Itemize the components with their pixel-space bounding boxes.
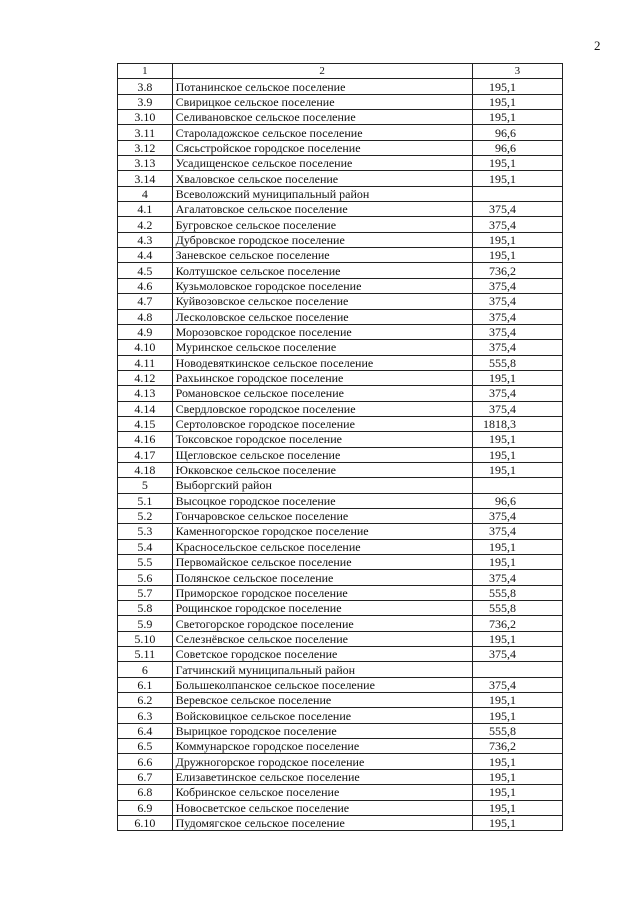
allocation-value: 375,4 xyxy=(472,570,562,585)
settlement-name: Куйвозовское сельское поселение xyxy=(172,294,472,309)
settlements-table xyxy=(117,63,563,831)
settlement-name: Селезнёвское сельское поселение xyxy=(172,631,472,646)
row-number: 6.1 xyxy=(118,677,173,692)
allocation-value: 96,6 xyxy=(472,140,562,155)
column-header-2: 2 xyxy=(172,64,472,79)
row-number: 3.13 xyxy=(118,156,173,171)
settlement-name: Муринское сельское поселение xyxy=(172,340,472,355)
table-row xyxy=(118,432,563,447)
settlement-name: Романовское сельское поселение xyxy=(172,386,472,401)
allocation-value: 195,1 xyxy=(472,800,562,815)
table-row xyxy=(118,769,563,784)
settlement-name: Свердловское городское поселение xyxy=(172,401,472,416)
table-row xyxy=(118,171,563,186)
table-body xyxy=(118,64,563,831)
settlement-name: Рахьинское городское поселение xyxy=(172,370,472,385)
settlement-name: Свирицкое сельское поселение xyxy=(172,94,472,109)
table-row xyxy=(118,723,563,738)
row-number: 6.7 xyxy=(118,769,173,784)
row-number: 6.10 xyxy=(118,815,173,830)
row-number: 6.8 xyxy=(118,785,173,800)
table-row xyxy=(118,555,563,570)
settlement-name: Новодевяткинское сельское поселение xyxy=(172,355,472,370)
settlement-name: Высоцкое городское поселение xyxy=(172,493,472,508)
row-number: 4.13 xyxy=(118,386,173,401)
allocation-value: 195,1 xyxy=(472,79,562,94)
row-number: 4.2 xyxy=(118,217,173,232)
row-number: 4.12 xyxy=(118,370,173,385)
allocation-value: 195,1 xyxy=(472,232,562,247)
row-number: 6.6 xyxy=(118,754,173,769)
table-row xyxy=(118,800,563,815)
settlement-name: Коммунарское городское поселение xyxy=(172,739,472,754)
settlement-name: Приморское городское поселение xyxy=(172,585,472,600)
table-row xyxy=(118,140,563,155)
row-number: 5.1 xyxy=(118,493,173,508)
row-number: 3.14 xyxy=(118,171,173,186)
settlement-name: Бугровское сельское поселение xyxy=(172,217,472,232)
allocation-value: 375,4 xyxy=(472,508,562,523)
row-number: 5.5 xyxy=(118,555,173,570)
row-number: 5.9 xyxy=(118,616,173,631)
settlement-name: Вырицкое городское поселение xyxy=(172,723,472,738)
settlement-name: Колтушское сельское поселение xyxy=(172,263,472,278)
settlement-name: Выборгский район xyxy=(172,478,472,493)
row-number: 6 xyxy=(118,662,173,677)
allocation-value: 195,1 xyxy=(472,447,562,462)
allocation-value: 195,1 xyxy=(472,555,562,570)
row-number: 3.8 xyxy=(118,79,173,94)
settlement-name: Токсовское городское поселение xyxy=(172,432,472,447)
table-row xyxy=(118,263,563,278)
settlement-name: Новосветское сельское поселение xyxy=(172,800,472,815)
row-number: 4.10 xyxy=(118,340,173,355)
table-row xyxy=(118,324,563,339)
settlement-name: Первомайское сельское поселение xyxy=(172,555,472,570)
settlement-name: Елизаветинское сельское поселение xyxy=(172,769,472,784)
row-number: 4.4 xyxy=(118,248,173,263)
table-row xyxy=(118,815,563,830)
row-number: 4.3 xyxy=(118,232,173,247)
table-row xyxy=(118,631,563,646)
allocation-value: 96,6 xyxy=(472,125,562,140)
table-row xyxy=(118,585,563,600)
table-row xyxy=(118,647,563,662)
table-row xyxy=(118,278,563,293)
row-number: 3.12 xyxy=(118,140,173,155)
table-row xyxy=(118,401,563,416)
allocation-value: 375,4 xyxy=(472,294,562,309)
settlement-name: Кобринское сельское поселение xyxy=(172,785,472,800)
row-number: 5.7 xyxy=(118,585,173,600)
allocation-value: 375,4 xyxy=(472,217,562,232)
settlement-name: Красносельское сельское поселение xyxy=(172,539,472,554)
row-number: 4.11 xyxy=(118,355,173,370)
allocation-value: 1818,3 xyxy=(472,416,562,431)
settlement-name: Дружногорское городское поселение xyxy=(172,754,472,769)
settlement-name: Пудомягское сельское поселение xyxy=(172,815,472,830)
allocation-value: 195,1 xyxy=(472,785,562,800)
settlement-name: Усадищенское сельское поселение xyxy=(172,156,472,171)
allocation-value: 195,1 xyxy=(472,432,562,447)
table-row xyxy=(118,570,563,585)
row-number: 5 xyxy=(118,478,173,493)
row-number: 6.2 xyxy=(118,693,173,708)
settlement-name: Гончаровское сельское поселение xyxy=(172,508,472,523)
table-row xyxy=(118,601,563,616)
settlement-name: Потанинское сельское поселение xyxy=(172,79,472,94)
allocation-value: 375,4 xyxy=(472,386,562,401)
table-row xyxy=(118,79,563,94)
row-number: 3.11 xyxy=(118,125,173,140)
row-number: 4.18 xyxy=(118,462,173,477)
row-number: 4.5 xyxy=(118,263,173,278)
settlement-name: Юкковское сельское поселение xyxy=(172,462,472,477)
settlement-name: Всеволожский муниципальный район xyxy=(172,186,472,201)
row-number: 5.4 xyxy=(118,539,173,554)
allocation-value: 195,1 xyxy=(472,539,562,554)
settlement-name: Староладожское сельское поселение xyxy=(172,125,472,140)
row-number: 5.11 xyxy=(118,647,173,662)
table-row xyxy=(118,616,563,631)
row-number: 6.5 xyxy=(118,739,173,754)
table-row xyxy=(118,754,563,769)
table-row xyxy=(118,739,563,754)
settlement-name: Веревское сельское поселение xyxy=(172,693,472,708)
allocation-value: 195,1 xyxy=(472,708,562,723)
row-number: 5.2 xyxy=(118,508,173,523)
allocation-value xyxy=(472,186,562,201)
allocation-value: 195,1 xyxy=(472,370,562,385)
table-row xyxy=(118,125,563,140)
row-number: 4.14 xyxy=(118,401,173,416)
row-number: 3.10 xyxy=(118,110,173,125)
table-header-row xyxy=(118,64,563,79)
row-number: 4 xyxy=(118,186,173,201)
column-header-3: 3 xyxy=(472,64,562,79)
settlement-name: Войсковицкое сельское поселение xyxy=(172,708,472,723)
table-row xyxy=(118,309,563,324)
allocation-value: 736,2 xyxy=(472,616,562,631)
allocation-value: 555,8 xyxy=(472,355,562,370)
table-row xyxy=(118,340,563,355)
table-row xyxy=(118,248,563,263)
table-row xyxy=(118,110,563,125)
allocation-value: 375,4 xyxy=(472,309,562,324)
settlement-name: Заневское сельское поселение xyxy=(172,248,472,263)
table-row xyxy=(118,508,563,523)
allocation-value: 195,1 xyxy=(472,94,562,109)
allocation-value: 195,1 xyxy=(472,248,562,263)
settlement-name: Рощинское городское поселение xyxy=(172,601,472,616)
allocation-value: 195,1 xyxy=(472,754,562,769)
allocation-value: 375,4 xyxy=(472,647,562,662)
allocation-value: 195,1 xyxy=(472,110,562,125)
table-row xyxy=(118,662,563,677)
settlement-name: Сертоловское городское поселение xyxy=(172,416,472,431)
table-row xyxy=(118,539,563,554)
table-row xyxy=(118,202,563,217)
allocation-value: 736,2 xyxy=(472,263,562,278)
column-header-1: 1 xyxy=(118,64,173,79)
row-number: 4.16 xyxy=(118,432,173,447)
settlement-name: Щегловское сельское поселение xyxy=(172,447,472,462)
settlement-name: Гатчинский муниципальный район xyxy=(172,662,472,677)
table-row xyxy=(118,355,563,370)
row-number: 4.8 xyxy=(118,309,173,324)
row-number: 5.3 xyxy=(118,524,173,539)
allocation-value: 195,1 xyxy=(472,156,562,171)
allocation-value: 375,4 xyxy=(472,324,562,339)
settlement-name: Советское городское поселение xyxy=(172,647,472,662)
allocation-value: 195,1 xyxy=(472,171,562,186)
allocation-value: 375,4 xyxy=(472,401,562,416)
row-number: 5.8 xyxy=(118,601,173,616)
settlement-name: Хваловское сельское поселение xyxy=(172,171,472,186)
table-row xyxy=(118,447,563,462)
settlement-name: Светогорское городское поселение xyxy=(172,616,472,631)
allocation-value: 375,4 xyxy=(472,278,562,293)
settlement-name: Каменногорское городское поселение xyxy=(172,524,472,539)
allocation-value: 195,1 xyxy=(472,631,562,646)
table-row xyxy=(118,217,563,232)
row-number: 6.9 xyxy=(118,800,173,815)
table-row xyxy=(118,94,563,109)
settlement-name: Большеколпанское сельское поселение xyxy=(172,677,472,692)
row-number: 4.17 xyxy=(118,447,173,462)
settlement-name: Кузьмоловское городское поселение xyxy=(172,278,472,293)
settlement-name: Сясьстройское городское поселение xyxy=(172,140,472,155)
row-number: 5.6 xyxy=(118,570,173,585)
row-number: 4.7 xyxy=(118,294,173,309)
row-number: 4.1 xyxy=(118,202,173,217)
allocation-value: 375,4 xyxy=(472,202,562,217)
allocation-value xyxy=(472,478,562,493)
settlement-name: Морозовское городское поселение xyxy=(172,324,472,339)
settlement-name: Селивановское сельское поселение xyxy=(172,110,472,125)
allocation-value: 195,1 xyxy=(472,462,562,477)
row-number: 6.4 xyxy=(118,723,173,738)
allocation-value: 195,1 xyxy=(472,815,562,830)
allocation-value: 375,4 xyxy=(472,524,562,539)
table-row xyxy=(118,186,563,201)
allocation-value: 195,1 xyxy=(472,693,562,708)
table-row xyxy=(118,677,563,692)
settlement-name: Лесколовское сельское поселение xyxy=(172,309,472,324)
row-number: 6.3 xyxy=(118,708,173,723)
table-row xyxy=(118,785,563,800)
table-row xyxy=(118,462,563,477)
allocation-value: 555,8 xyxy=(472,723,562,738)
settlement-name: Дубровское городское поселение xyxy=(172,232,472,247)
table-row xyxy=(118,693,563,708)
allocation-value: 96,6 xyxy=(472,493,562,508)
table-row xyxy=(118,294,563,309)
table-row xyxy=(118,156,563,171)
allocation-value: 736,2 xyxy=(472,739,562,754)
allocation-value: 375,4 xyxy=(472,340,562,355)
table-row xyxy=(118,493,563,508)
table-row xyxy=(118,386,563,401)
settlement-name: Агалатовское сельское поселение xyxy=(172,202,472,217)
page-number: 2 xyxy=(594,38,601,53)
row-number: 3.9 xyxy=(118,94,173,109)
table-row xyxy=(118,478,563,493)
row-number: 4.6 xyxy=(118,278,173,293)
table-row xyxy=(118,232,563,247)
allocation-value: 195,1 xyxy=(472,769,562,784)
row-number: 4.9 xyxy=(118,324,173,339)
settlement-name: Полянское сельское поселение xyxy=(172,570,472,585)
table-row xyxy=(118,708,563,723)
table-row xyxy=(118,524,563,539)
table-row xyxy=(118,416,563,431)
row-number: 5.10 xyxy=(118,631,173,646)
table-row xyxy=(118,370,563,385)
allocation-value: 555,8 xyxy=(472,585,562,600)
allocation-value xyxy=(472,662,562,677)
allocation-value: 555,8 xyxy=(472,601,562,616)
allocation-value: 375,4 xyxy=(472,677,562,692)
row-number: 4.15 xyxy=(118,416,173,431)
